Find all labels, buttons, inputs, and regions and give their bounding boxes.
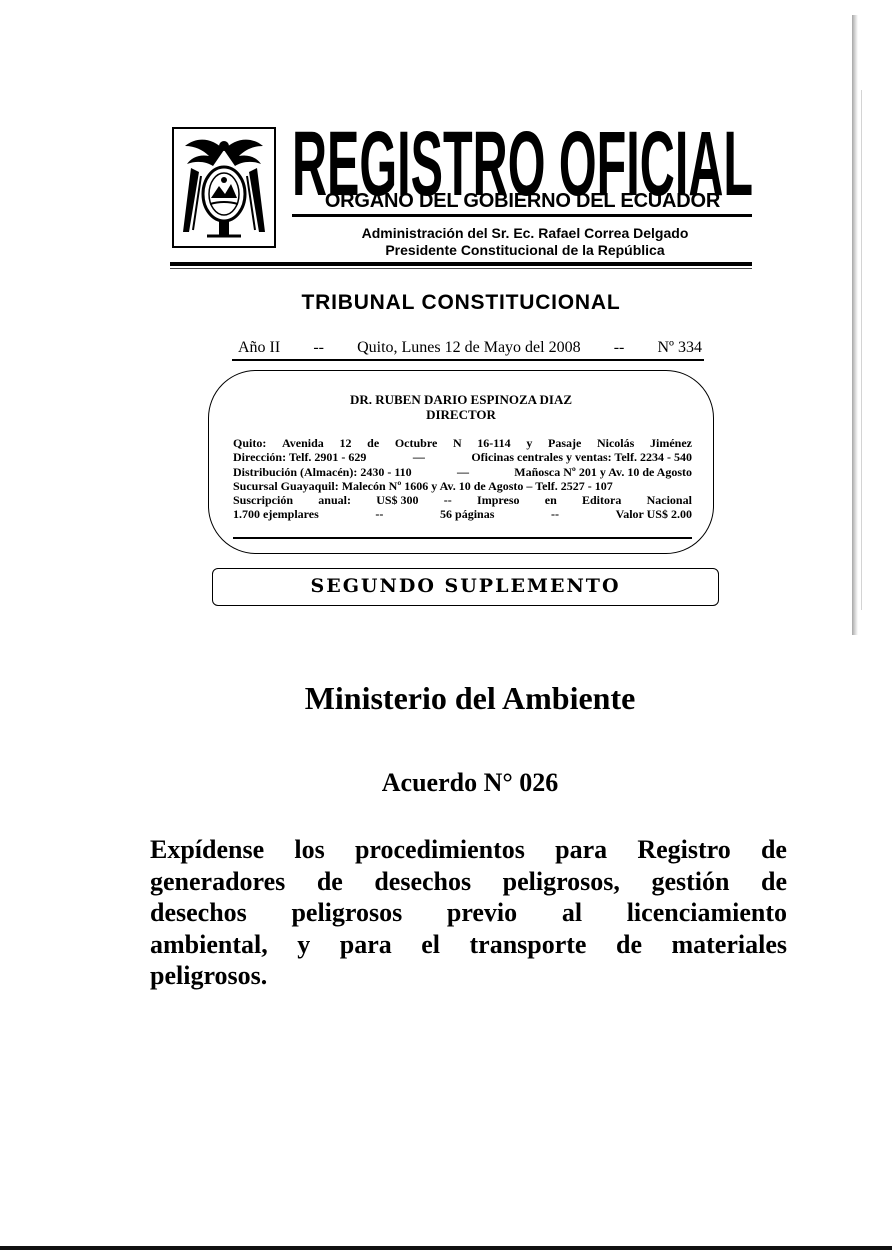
masthead-rule-thin: [170, 268, 752, 269]
summary-line-word: gestión: [651, 866, 730, 896]
summary-line: [150, 897, 787, 929]
scan-edge-line: [861, 90, 862, 610]
contact-info-line-word: N: [452, 436, 462, 450]
contact-info-line-word: Nicolás: [596, 436, 635, 450]
scan-bottom-edge: [0, 1246, 892, 1250]
contact-info-line-word: de: [367, 436, 380, 450]
contact-info-line-word: --: [551, 507, 559, 522]
contact-info-line-word: 16-114: [477, 436, 511, 450]
masthead-rule: [170, 262, 752, 266]
contact-info-line: [233, 465, 692, 479]
summary-line-word: desechos: [374, 866, 472, 896]
administration-line-1: Administración del Sr. Ec. Rafael Correa Delgado: [361, 225, 689, 241]
summary-line-word: peligrosos: [291, 898, 403, 927]
summary-line-word: de: [316, 866, 343, 896]
contact-info-line-word: 1.700 ejemplares: [233, 507, 319, 522]
director-name: DR. RUBEN DARIO ESPINOZA DIAZ: [349, 392, 573, 407]
issue-separator: --: [613, 339, 625, 356]
summary-line-word: materiales: [671, 929, 787, 959]
agreement-title: Acuerdo N° 026: [381, 768, 559, 797]
contact-info-line: [233, 479, 692, 493]
contact-info-line-word: 12: [339, 436, 352, 450]
contact-info-line-word: en: [544, 493, 557, 508]
contact-info-line-word: Jiménez: [650, 436, 692, 450]
contact-info-line: [233, 493, 692, 507]
summary-line: [150, 929, 787, 961]
summary-line-word: peligrosos,: [502, 866, 620, 896]
summary-line-word: transporte: [469, 929, 587, 959]
supplement-label: SEGUNDO SUPLEMENTO: [310, 575, 621, 597]
coat-of-arms-emblem: [172, 127, 276, 248]
contact-info-line-word: Oficinas centrales y ventas: Telf. 2234 - 540: [471, 450, 692, 465]
issue-rule: [232, 359, 704, 361]
contact-info-line: [233, 436, 692, 450]
contact-info-line-word: Distribución (Almacén): 2430 - 110: [233, 464, 412, 479]
director-block: [208, 392, 714, 422]
contact-info-line-word: —: [412, 450, 425, 465]
summary-line: [150, 834, 787, 866]
issue-year: Año II: [238, 339, 281, 356]
summary-line-word: generadores: [150, 866, 286, 896]
summary-line-word: al: [561, 898, 583, 927]
summary-line-word: el: [421, 929, 440, 959]
summary-line-word: Expídense: [150, 835, 265, 864]
contact-info-rule: [233, 537, 692, 539]
summary-line-word: Registro: [637, 835, 731, 864]
contact-info-line-word: Impreso: [477, 493, 520, 508]
contact-info-line-word: --: [375, 507, 384, 522]
publication-title-text: REGISTRO OFICIAL: [292, 113, 753, 200]
contact-info-line-word: anual:: [318, 493, 351, 508]
agreement-summary: [150, 834, 787, 992]
contact-info-line-word: 56 páginas: [440, 507, 495, 522]
contact-info-line-word: Mañosca Nº 201 y Av. 10 de Agosto: [514, 464, 692, 479]
administration-text: [300, 225, 750, 259]
summary-line-word: de: [760, 866, 787, 896]
summary-line-word: procedimientos: [354, 835, 525, 864]
publication-title: [290, 108, 755, 200]
contact-info-line-word: Octubre: [394, 436, 438, 450]
summary-line-word: de: [615, 929, 642, 959]
contact-info-line-word: Suscripción: [233, 493, 294, 508]
contact-info-line-word: Avenida: [282, 436, 324, 450]
publication-subtitle: ORGANO DEL GOBIERNO DEL ECUADOR: [324, 190, 721, 212]
summary-line-word: y: [297, 929, 311, 959]
contact-info-line-word: Quito:: [233, 436, 267, 450]
summary-line-word: previo: [446, 898, 518, 927]
contact-info-line-word: --: [443, 493, 452, 508]
contact-info-line-word: Nacional: [646, 493, 692, 508]
contact-info-line-word: y: [526, 436, 533, 450]
issue-place-date: Quito, Lunes 12 de Mayo del 2008: [357, 339, 581, 356]
administration-line-2: Presidente Constitucional de la República: [385, 242, 665, 258]
summary-line-word: licenciamiento: [626, 898, 787, 927]
subtitle-rule: [292, 214, 752, 217]
contact-info: [233, 436, 692, 522]
summary-line-word: para: [339, 929, 392, 959]
director-title: DIRECTOR: [426, 407, 496, 422]
summary-line: [150, 866, 787, 898]
contact-info-line-word: Editora: [582, 493, 622, 508]
issue-number: Nº 334: [657, 339, 702, 356]
issue-separator: --: [313, 339, 324, 356]
summary-line-word: peligrosos.: [150, 961, 268, 990]
ministry-title: Ministerio del Ambiente: [304, 680, 636, 716]
contact-info-line-word: Pasaje: [547, 436, 582, 450]
coat-of-arms-icon: [177, 132, 271, 243]
contact-info-line: [233, 450, 692, 464]
summary-line-word: de: [760, 835, 787, 864]
summary-line: [150, 960, 787, 992]
summary-line-word: los: [294, 835, 325, 864]
summary-line-word: para: [555, 835, 608, 864]
summary-line-word: ambiental,: [150, 929, 268, 959]
contact-info-line-word: US$ 300: [376, 493, 419, 508]
summary-line-word: desechos: [150, 898, 247, 927]
contact-info-line-word: Sucursal Guayaquil: Malecón Nº 1606 y Av. 10 de Agosto – Telf. 2527 - 107: [233, 478, 613, 493]
contact-info-line-word: Valor US$ 2.00: [615, 507, 692, 522]
contact-info-line: [233, 507, 692, 521]
contact-info-line-word: Dirección: Telf. 2901 - 629: [233, 450, 367, 465]
issue-line: [238, 339, 702, 357]
scan-edge-shadow: [852, 15, 858, 635]
institution-title: TRIBUNAL CONSTITUCIONAL: [301, 291, 621, 314]
contact-info-line-word: —: [456, 464, 469, 479]
